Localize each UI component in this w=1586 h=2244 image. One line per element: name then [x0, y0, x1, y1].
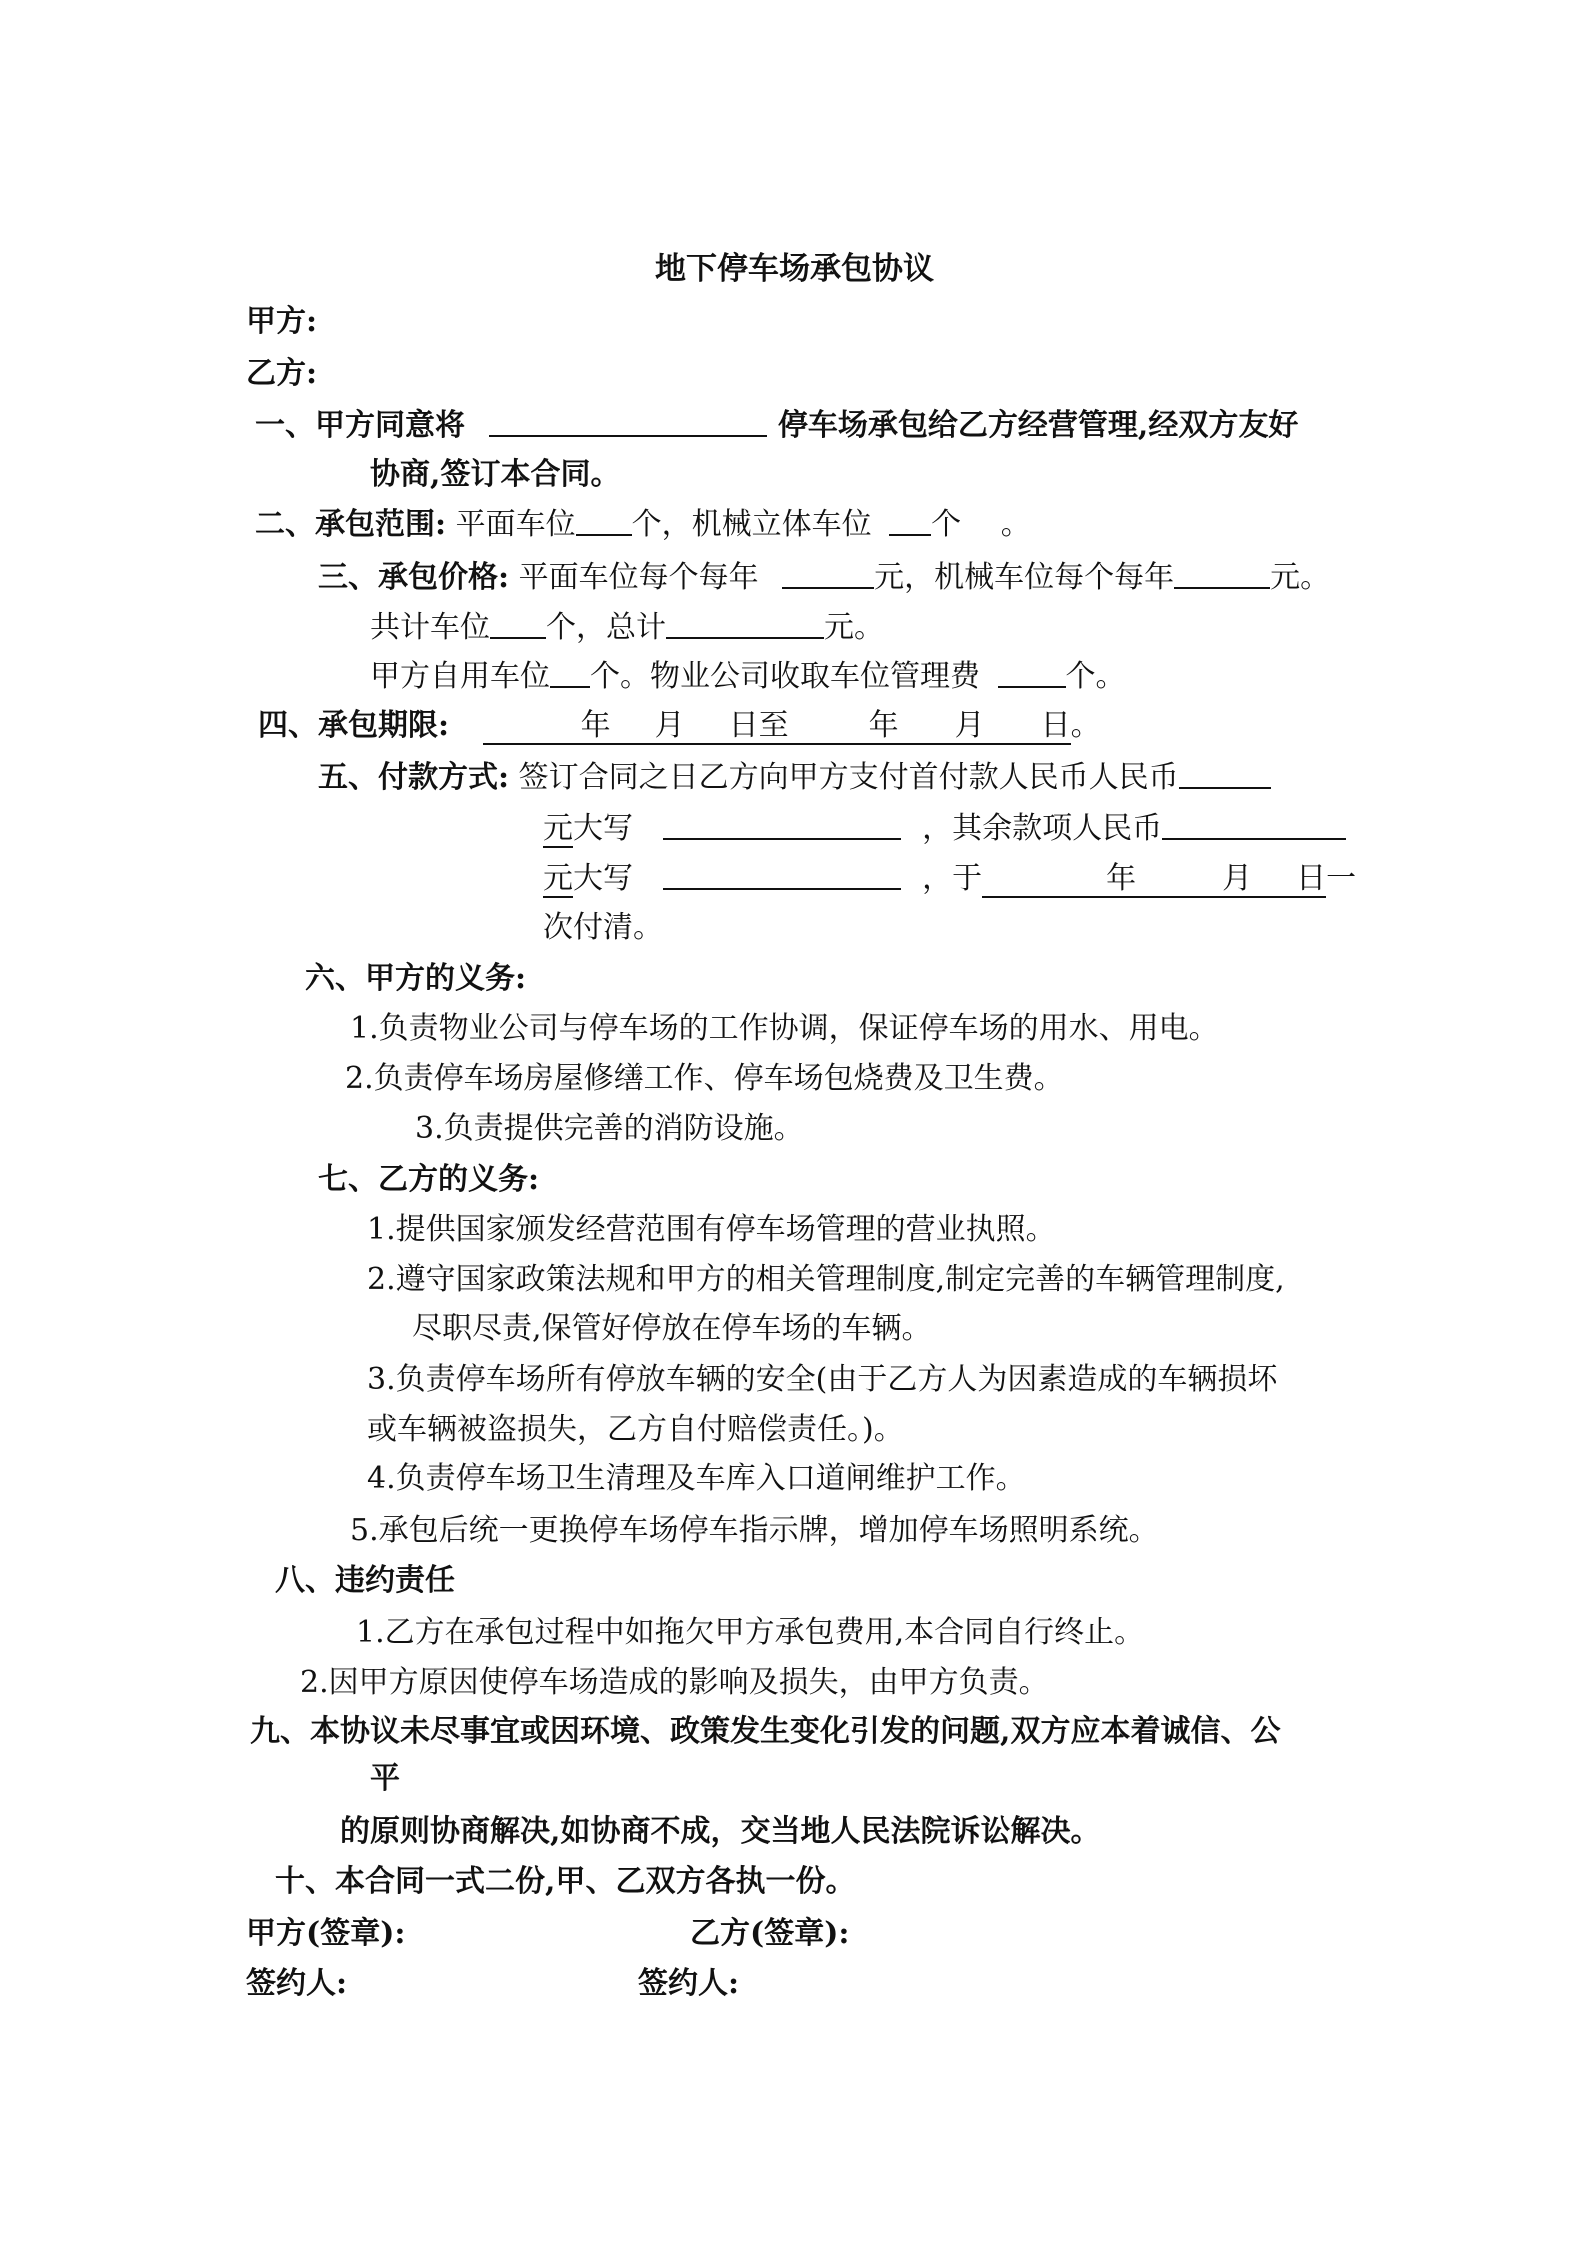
clause-6-item-1: 1.负责物业公司与停车场的工作协调，保证停车场的用水、用电。 — [350, 1011, 1219, 1046]
term-month-2: 月 — [954, 708, 985, 743]
clause-1-line-2: 协商,签订本合同。 — [370, 457, 621, 492]
down-payment-capital-blank — [663, 808, 901, 840]
clause-7-item-3a: 3.负责停车场所有停放车辆的安全(由于乙方人为因素造成的车辆损坏 — [367, 1362, 1278, 1397]
flat-price-blank — [782, 557, 874, 589]
party-a-signer: 签约人: — [246, 1966, 348, 2001]
clause-8-item-2: 2.因甲方原因使停车场造成的影响及损失，由甲方负责。 — [300, 1665, 1049, 1700]
clause-4-label: 四、承包期限: — [258, 708, 450, 743]
clause-7-item-3b: 或车辆被盗损失，乙方自付赔偿责任。)。 — [367, 1412, 904, 1447]
mgmt-fee-blank — [998, 656, 1066, 688]
pay-month: 月 — [1222, 861, 1253, 896]
clause-8-heading: 八、违约责任 — [275, 1563, 455, 1598]
page-title: 地下停车场承包协议 — [655, 251, 934, 287]
clause-7-item-4: 4.负责停车场卫生清理及车库入口道闸维护工作。 — [367, 1461, 1026, 1496]
clause-7-item-1: 1.提供国家颁发经营范围有停车场管理的营业执照。 — [367, 1212, 1056, 1247]
clause-3-label: 三、承包价格: — [318, 560, 510, 595]
yuan-end: 元。 — [1270, 560, 1331, 595]
party-b-seal: 乙方(签章): — [690, 1916, 850, 1951]
yuan-end-2: 元。 — [824, 610, 884, 645]
term-day-to: 日至 — [728, 708, 789, 743]
clause-8-item-1: 1.乙方在承包过程中如拖欠甲方承包费用,本合同自行终止。 — [356, 1615, 1145, 1650]
capital-label: 大写 — [573, 811, 633, 846]
clause-7-item-2b: 尽职尽责,保管好停放在停车场的车辆。 — [412, 1311, 932, 1346]
yuan-label: 元 — [543, 811, 573, 846]
party-b-signer: 签约人: — [638, 1966, 740, 2001]
party-a-label: 甲方: — [246, 304, 318, 339]
yuan-label-2: 元 — [543, 861, 573, 896]
clause-3-line-1 — [318, 557, 1330, 598]
clause-5-line-1 — [318, 757, 1271, 798]
clause-5-line-2 — [543, 808, 1346, 849]
clause-6-item-3: 3.负责提供完善的消防设施。 — [415, 1111, 804, 1146]
remaining-text: ，其余款项人民币 — [922, 811, 1163, 846]
total-amount-text: 个，总计 — [546, 610, 666, 645]
term-date-range — [483, 708, 1071, 745]
clause-6-item-2: 2.负责停车场房屋修缮工作、停车场包烧费及卫生费。 — [345, 1061, 1064, 1096]
clause-7-heading: 七、乙方的义务: — [318, 1162, 540, 1197]
clause-3-line-3 — [370, 656, 1126, 697]
total-amount-blank — [666, 607, 824, 639]
pay-one: 一 — [1326, 861, 1357, 896]
clause-1-prefix: 一、甲方同意将 — [255, 408, 465, 443]
flat-price-text: 平面车位每个每年 — [518, 560, 759, 595]
flat-spaces-blank — [576, 504, 632, 536]
self-use-blank — [550, 656, 590, 688]
clause-2-line — [255, 504, 1031, 545]
down-payment-blank — [1179, 757, 1271, 789]
unit-ge-end: 个。 — [1065, 659, 1126, 694]
term-year: 年 — [580, 708, 611, 743]
clause-9-line-1: 九、本协议未尽事宜或因环境、政策发生变化引发的问题,双方应本着诚信、公 — [250, 1714, 1281, 1749]
self-use-text: 甲方自用车位 — [370, 659, 550, 694]
clause-7-item-2a: 2.遵守国家政策法规和甲方的相关管理制度,制定完善的车辆管理制度, — [367, 1262, 1285, 1297]
capital-label-2: 大写 — [573, 861, 633, 896]
flat-spaces-text: 平面车位 — [455, 507, 576, 542]
pay-on-text: ，于 — [922, 861, 983, 896]
clause-4-line — [258, 706, 1101, 746]
clause-1-line-1 — [255, 405, 1298, 446]
down-payment-text: 签订合同之日乙方向甲方支付首付款人民币人民币 — [518, 760, 1179, 795]
clause-9-line-3: 的原则协商解决,如协商不成，交当地人民法院诉讼解决。 — [340, 1814, 1101, 1849]
clause-5-line-3 — [543, 858, 1356, 899]
total-spaces-blank — [490, 607, 546, 639]
mech-spaces-text: 个，机械立体车位 — [631, 507, 872, 542]
party-a-seal: 甲方(签章): — [246, 1916, 406, 1951]
term-period: 。 — [1070, 708, 1101, 743]
clause-5-label: 五、付款方式: — [318, 760, 510, 795]
clause-9-line-2: 平 — [370, 1761, 400, 1796]
remaining-blank — [1162, 808, 1346, 840]
term-month: 月 — [654, 708, 685, 743]
clause-7-item-5: 5.承包后统一更换停车场停车指示牌，增加停车场照明系统。 — [350, 1513, 1159, 1548]
clause-6-heading: 六、甲方的义务: — [305, 961, 527, 996]
pay-date — [982, 861, 1326, 898]
mech-price-text: 元，机械车位每个每年 — [874, 560, 1175, 595]
clause-2-label: 二、承包范围: — [255, 507, 447, 542]
remaining-capital-blank — [663, 858, 901, 890]
pay-year: 年 — [1106, 861, 1137, 896]
total-spaces-text: 共计车位 — [370, 610, 490, 645]
unit-ge: 个 — [931, 507, 962, 542]
clause-3-line-2 — [370, 607, 884, 648]
mech-price-blank — [1174, 557, 1270, 589]
clause-1-suffix: 停车场承包给乙方经营管理,经双方友好 — [777, 408, 1299, 443]
clause-5-line-4: 次付清。 — [543, 910, 663, 945]
period: 。 — [1000, 507, 1031, 542]
clause-10: 十、本合同一式二份,甲、乙双方各执一份。 — [275, 1864, 856, 1899]
parking-lot-name-blank — [489, 405, 767, 437]
term-year-2: 年 — [868, 708, 899, 743]
mech-spaces-blank — [889, 504, 931, 536]
party-b-label: 乙方: — [246, 356, 318, 391]
term-day-2: 日 — [1040, 708, 1071, 743]
pay-day: 日 — [1296, 861, 1327, 896]
mgmt-fee-text: 个。物业公司收取车位管理费 — [590, 659, 980, 694]
